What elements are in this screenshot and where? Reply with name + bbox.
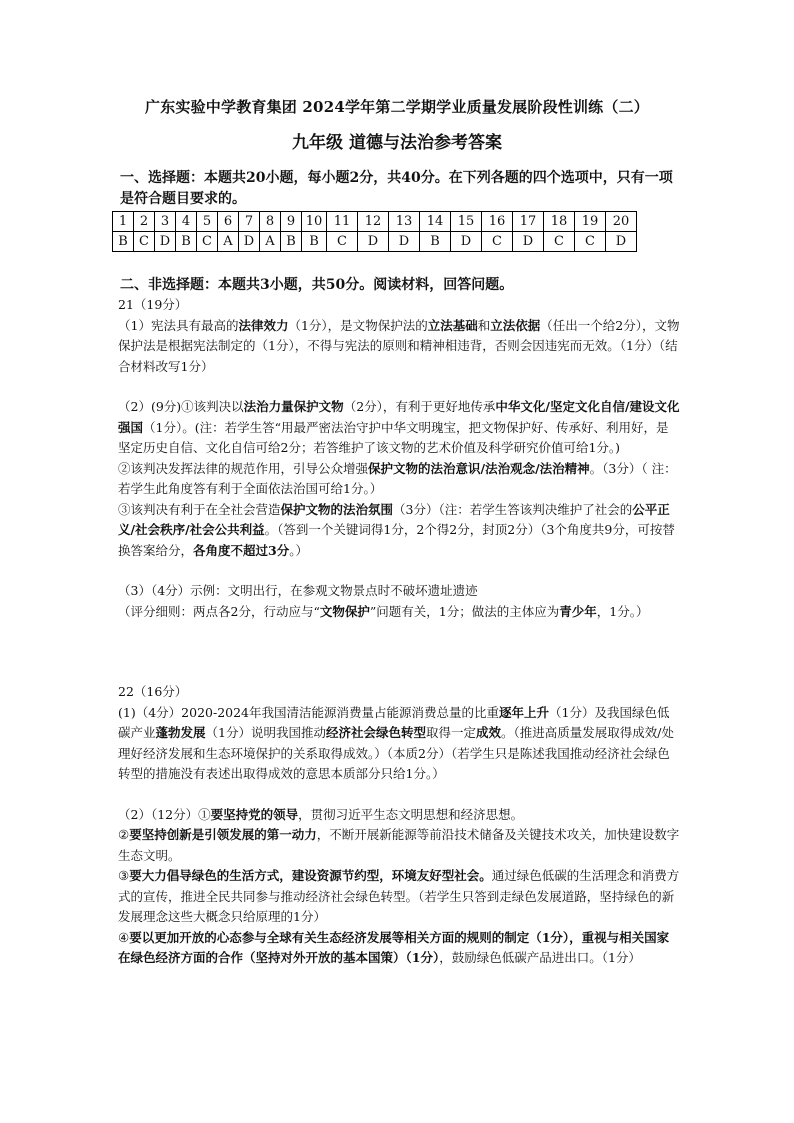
emphasized-text: 要坚持创新是引领发展的第一动力 xyxy=(129,827,317,842)
text-segment: （2）（12分）① xyxy=(118,806,211,822)
text-segment: 。（推进高质量发展取得成效/处理好经济发展和生态环境保护的关系取得成效。）（本质2分）（若学生只是陈述我国推动经济社会绿色转型的措施没有表述出取得成效的意思本质部分只给1分。） xyxy=(118,725,675,781)
question-number-cell: 14 xyxy=(420,212,451,232)
text-segment: (1)（4分）2020-2024年我国清洁能源消费量占能源消费总量的比重 xyxy=(118,704,500,720)
q22-point4 xyxy=(118,928,680,969)
emphasized-text: 法治力量保护文物 xyxy=(243,399,344,414)
question-number-cell: 2 xyxy=(134,212,155,232)
emphasized-text: 要以更加开放的心态参与全球有关生态经济发展等相关方面的规则的制定（1分），重视与相关国家在绿色经济方面的合作（坚持对外开放的基本国策）（1分） xyxy=(118,929,670,965)
answer-cell: D xyxy=(606,232,637,252)
answer-cell: D xyxy=(389,232,420,252)
q21-part3-scoring xyxy=(118,602,680,623)
question-number-cell: 10 xyxy=(302,212,327,232)
text-segment: ”问题有关，1分；做法的主体应为 xyxy=(369,603,560,619)
text-segment: 。（3分）（ 注：若学生此角度答有利于全面依法治国可给1分。） xyxy=(118,460,677,496)
answer-cell: D xyxy=(358,232,389,252)
answer-cell: B xyxy=(176,232,197,252)
emphasized-text: 要坚持党的领导 xyxy=(210,806,299,822)
answer-cell: B xyxy=(113,232,134,252)
emphasized-text: 要大力倡导绿色的生活方式，建设资源节约型，环境友好型社会。 xyxy=(129,868,492,883)
answer-cell: C xyxy=(134,232,155,252)
text-segment: （1分）说明我国推动 xyxy=(205,725,326,740)
text-segment: （1分）及我国绿色低碳产业 xyxy=(118,704,670,740)
question-number-cell: 1 xyxy=(113,212,134,232)
text-segment: ② xyxy=(118,827,130,842)
question-number-cell: 8 xyxy=(260,212,281,232)
text-segment: （1分）。(注：若学生答“用最严密法治守护中华文明瑰宝，把文物保护好、传承好、利用好，是坚定历史自信、文化自信可给2分；若答维护了该文物的艺术价值及科学研究价值可给1分。) xyxy=(118,419,669,455)
text-segment: ③该判决有利于在全社会营造 xyxy=(118,501,281,517)
text-segment: （2）(9分)①该判决以 xyxy=(118,399,244,414)
emphasized-text: 公平正义/社会秩序/社会公共利益 xyxy=(118,501,670,537)
text-segment: ，1分。） xyxy=(596,603,649,619)
answer-cell: C xyxy=(544,232,575,252)
text-segment: ，鼓励绿色低碳产品进出口。（1分） xyxy=(439,950,641,965)
q22-point2 xyxy=(118,825,680,866)
text-segment: 。（答到一个关键词得1分，2个得2分，封顶2分）（3个角度共9分，可按替换答案给分， xyxy=(118,522,675,558)
question-number-cell: 9 xyxy=(281,212,302,232)
text-segment: 。） xyxy=(289,542,308,558)
q21-part3 xyxy=(118,581,680,602)
emphasized-text: 保护文物的法治意识/法治观念/法治精神 xyxy=(368,460,590,476)
text-segment: （评分细则：两点各2分，行动应与“ xyxy=(118,603,320,619)
answer-cell: B xyxy=(281,232,302,252)
question-number-cell: 18 xyxy=(544,212,575,232)
q21-title: 21（19分） xyxy=(118,297,188,312)
emphasized-text: 青少年 xyxy=(559,603,597,619)
emphasized-text: 逐年上升 xyxy=(499,704,550,720)
text-segment: 取得一定 xyxy=(426,725,477,740)
question-number-cell: 13 xyxy=(389,212,420,232)
emphasized-text: 蓬勃发展 xyxy=(155,725,206,740)
answer-cell: C xyxy=(197,232,218,252)
question-number-cell: 4 xyxy=(176,212,197,232)
answer-cell: D xyxy=(155,232,176,252)
text-segment: ③ xyxy=(118,868,130,883)
text-segment: ④ xyxy=(118,929,130,945)
text-segment: 和 xyxy=(477,317,491,333)
text-segment: ，贯彻习近平生态文明思想和经济思想。 xyxy=(298,806,524,822)
answer-table xyxy=(112,211,637,252)
question-number-cell: 7 xyxy=(239,212,260,232)
text-segment: （1分），是文物保护法的 xyxy=(288,317,428,333)
answer-cell: D xyxy=(239,232,260,252)
question-number-cell: 20 xyxy=(606,212,637,232)
section1-heading: 一、选择题：本题共20小题，每小题2分，共40分。在下列各题的四个选项中，只有一项是符合题目要求的。 xyxy=(120,170,673,207)
q22-part1 xyxy=(118,703,680,785)
answer-key-row xyxy=(113,232,637,252)
answer-cell: B xyxy=(302,232,327,252)
text-segment: ②该判决发挥法律的规范作用，引导公众增强 xyxy=(118,460,369,476)
question-number-row xyxy=(113,212,637,232)
q21-point2 xyxy=(118,459,680,500)
q21-part2 xyxy=(118,397,680,459)
question-number-cell: 17 xyxy=(513,212,544,232)
text-segment: （1）宪法具有最高的 xyxy=(118,317,239,333)
document-subtitle: 九年级 道德与法治参考答案 xyxy=(292,133,502,153)
answer-cell: B xyxy=(420,232,451,252)
answer-cell: D xyxy=(513,232,544,252)
answer-cell: D xyxy=(451,232,482,252)
emphasized-text: 立法依据 xyxy=(490,317,541,333)
question-number-cell: 15 xyxy=(451,212,482,232)
emphasized-text: 立法基础 xyxy=(427,317,478,333)
question-22-block xyxy=(118,682,680,969)
emphasized-text: 各角度不超过3分 xyxy=(193,542,290,558)
question-number-cell: 16 xyxy=(482,212,513,232)
emphasized-text: 中华文化/坚定文化自信/建设文化强国 xyxy=(118,399,680,435)
q21-point3 xyxy=(118,500,680,562)
emphasized-text: 成效 xyxy=(476,725,502,740)
emphasized-text: 保护文物的法治氛围 xyxy=(280,501,394,517)
emphasized-text: 法律效力 xyxy=(238,317,289,333)
answer-cell: C xyxy=(482,232,513,252)
question-number-cell: 11 xyxy=(327,212,358,232)
question-21-block xyxy=(118,295,680,622)
answer-cell: A xyxy=(260,232,281,252)
text-segment: （2分），有利于更好地传承 xyxy=(343,399,496,414)
q22-part2 xyxy=(118,805,680,826)
answer-cell: A xyxy=(218,232,239,252)
question-number-cell: 12 xyxy=(358,212,389,232)
text-segment: 通过绿色低碳的生活理念和消费方式的宣传，推进全民共同参与推动经济社会绿色转型。（若学生只答到走绿色发展道路，坚持绿色的新发展理念这些大概念只给原理的1分） xyxy=(118,868,680,924)
text-segment: （任出一个给2分），文物保护法是根据宪法制定的（1分），不得与宪法的原则和精神相违背，否则会因违宪而无效。（1分）（结合材料改写1分） xyxy=(118,317,680,374)
question-number-cell: 6 xyxy=(218,212,239,232)
emphasized-text: 经济社会绿色转型 xyxy=(326,725,427,740)
text-segment: （3）（4分）示例：文明出行，在参观文物景点时不破坏遗址遗迹 xyxy=(118,583,478,598)
emphasized-text: 文物保护 xyxy=(319,603,370,619)
answer-cell: C xyxy=(327,232,358,252)
question-number-cell: 19 xyxy=(575,212,606,232)
text-segment: ，不断开展新能源等前沿技术储备及关键技术攻关，加快建设数字生态文明。 xyxy=(118,827,680,863)
answer-cell: C xyxy=(575,232,606,252)
text-segment: （3分）（注：若学生答该判决维护了社会的 xyxy=(393,501,633,517)
q21-part1 xyxy=(118,316,680,378)
q22-title: 22（16分） xyxy=(118,684,188,699)
section2-heading: 二、非选择题：本题共3小题，共50分。阅读材料，回答问题。 xyxy=(120,277,514,293)
q22-point3 xyxy=(118,866,680,928)
document-title: 广东实验中学教育集团 2024学年第二学期学业质量发展阶段性训练（二） xyxy=(145,98,649,116)
question-number-cell: 5 xyxy=(197,212,218,232)
question-number-cell: 3 xyxy=(155,212,176,232)
